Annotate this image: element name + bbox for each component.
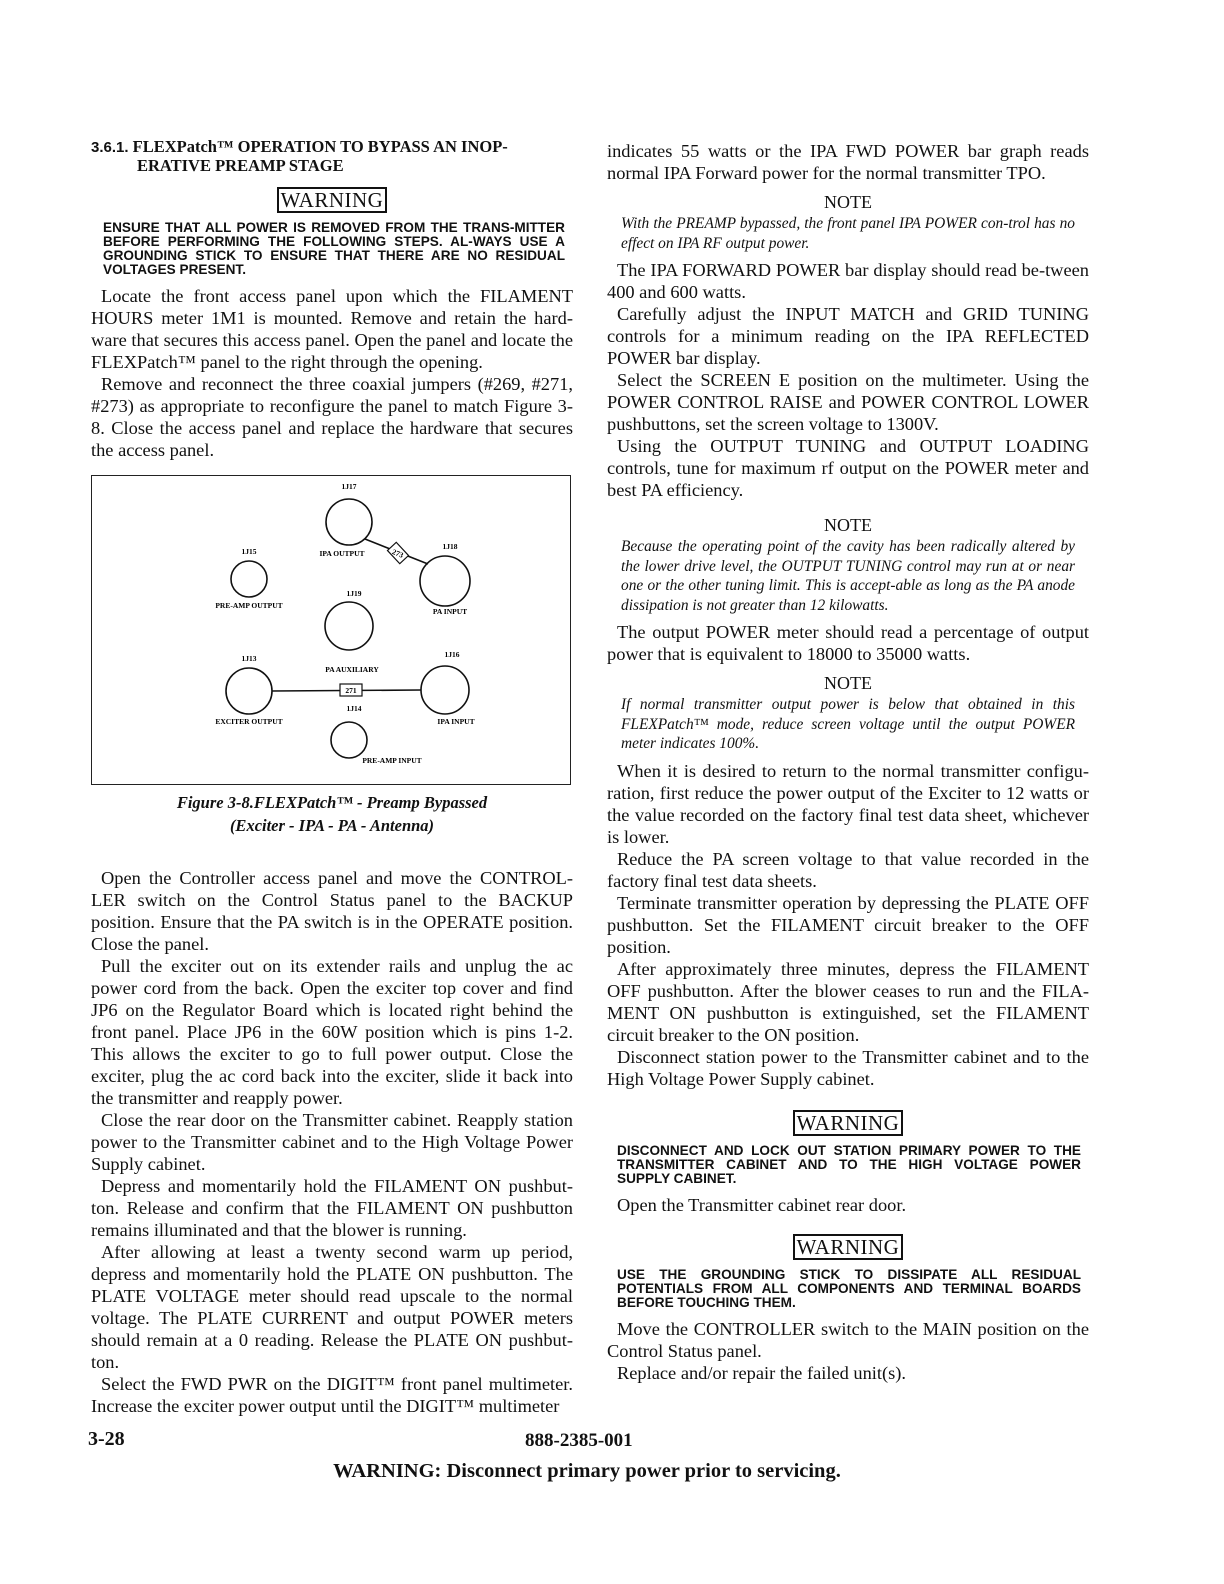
- flexpatch-figure: [91, 475, 571, 785]
- paragraph: indicates 55 watts or the IPA FWD POWER bar graph reads normal IPA Forward power for the normal transmitter TPO.: [607, 141, 1089, 183]
- label-1j18: 1J18: [442, 542, 458, 551]
- label-1j16: 1J16: [444, 650, 460, 659]
- label-exciter-output: EXCITER OUTPUT: [215, 717, 283, 726]
- label-preamp-input: PRE-AMP INPUT: [362, 756, 422, 765]
- paragraph: Remove and reconnect the three coaxial jumpers (#269, #271, #273) as appropriate to reconfigure the panel to match Figure 3-8. Close the access panel and replace the hardware that secures the access panel.: [91, 374, 573, 460]
- paragraph: After approximately three minutes, depress the FILAMENT OFF pushbutton. After the blower ceases to run and the FILA-MENT ON pushbutton is extinguished, set the FILAMENT circuit breaker to the ON position.: [607, 958, 1089, 1045]
- page-number: 3-28: [88, 1428, 125, 1450]
- label-ipa-output: IPA OUTPUT: [319, 549, 365, 558]
- label-1j15: 1J15: [241, 547, 257, 556]
- paragraph: After allowing at least a twenty second warm up period, depress and momentarily hold the PLATE ON pushbutton. The PLATE VOLTAGE meter should read upscale to the normal voltage. The PLATE CURRENT and output POWER meters should remain at a 0 reading. Release the PLATE ON pushbut-ton.: [91, 1242, 573, 1372]
- flexpatch-diagram: [92, 476, 570, 784]
- section-title-line1: FLEXPatch™ OPERATION TO BYPASS AN INOP-: [132, 137, 508, 156]
- document-number: 888-2385-001: [525, 1430, 633, 1451]
- paragraph: Locate the front access panel upon which the FILAMENT HOURS meter 1M1 is mounted. Remove and retain the hard-ware that secures this access panel. Open the panel and locate the FLEXPatch™ panel to the right through the opening.: [91, 286, 573, 372]
- note-text-2: Because the operating point of the cavity has been radically altered by the lower drive level, the OUTPUT TUNING control may run at or near one or the other tuning limit. This is accept-able as long as the PA anode dissipation is not greater than 12 kilowatts.: [621, 538, 1075, 614]
- paragraph: Select the FWD PWR on the DIGIT™ front panel multimeter. Increase the exciter power output until the DIGIT™ multimeter: [91, 1374, 573, 1416]
- footer-warning: WARNING: Disconnect primary power prior to servicing.: [333, 1460, 841, 1482]
- section-title-line2: ERATIVE PREAMP STAGE: [137, 156, 344, 175]
- jumper-273-label: 273: [390, 547, 405, 560]
- paragraph: Move the CONTROLLER switch to the MAIN position on the Control Status panel.: [607, 1318, 1089, 1361]
- paragraph: Replace and/or repair the failed unit(s).: [617, 1362, 907, 1383]
- connector-1j15: [231, 561, 267, 597]
- paragraph: Select the SCREEN E position on the multimeter. Using the POWER CONTROL RAISE and POWER CONTROL LOWER pushbuttons, set the screen voltage to 1300V.: [607, 370, 1089, 434]
- label-1j13: 1J13: [241, 654, 257, 663]
- connector-1j14: [331, 722, 367, 758]
- connector-1j13: [226, 668, 272, 714]
- label-pa-auxiliary: PA AUXILIARY: [325, 665, 379, 674]
- jumper-271-label: 271: [345, 686, 357, 695]
- label-preamp-output: PRE-AMP OUTPUT: [215, 601, 283, 610]
- paragraph: Open the Transmitter cabinet rear door.: [617, 1194, 907, 1215]
- section-heading: [91, 138, 573, 175]
- connector-1j16: [421, 666, 469, 714]
- label-ipa-input: IPA INPUT: [437, 717, 475, 726]
- note-text-1: With the PREAMP bypassed, the front panel IPA POWER con-trol has no effect on IPA RF output power.: [621, 215, 1075, 252]
- warning-text-3: USE THE GROUNDING STICK TO DISSIPATE ALL RESIDUAL POTENTIALS FROM ALL COMPONENTS AND TERMINAL BOARDS BEFORE TOUCHING THEM.: [617, 1266, 1081, 1310]
- paragraph: Close the rear door on the Transmitter cabinet. Reapply station power to the Transmitter cabinet and to the High Voltage Power Supply cabinet.: [91, 1110, 573, 1174]
- label-pa-input: PA INPUT: [432, 607, 468, 616]
- paragraph: When it is desired to return to the normal transmitter configu-ration, first reduce the power output of the Exciter to 12 watts or the value recorded on the factory final test data sheet, whichever is lower.: [607, 760, 1089, 847]
- label-1j14: 1J14: [346, 704, 362, 713]
- paragraph: Pull the exciter out on its extender rails and unplug the ac power cord from the back. Open the exciter top cover and find JP6 on the Regulator Board which is located right behind the front panel. Place JP6 in the 60W position which is pins 1-2. This allows the exciter to go to full power output. Close the exciter, plug the ac cord back into the exciter, slide it back into the transmitter and reapply power.: [91, 956, 573, 1108]
- note-heading: NOTE: [824, 192, 872, 212]
- warning-text-2: DISCONNECT AND LOCK OUT STATION PRIMARY POWER TO THE TRANSMITTER CABINET AND TO THE HIGH VOLTAGE POWER SUPPLY CABINET.: [617, 1142, 1081, 1186]
- note-text-3: If normal transmitter output power is below that obtained in this FLEXPatch™ mode, reduce screen voltage until the output POWER meter indicates 100%.: [621, 696, 1075, 752]
- note-heading: NOTE: [824, 673, 872, 693]
- connector-1j19: [325, 602, 373, 650]
- paragraph: Open the Controller access panel and move the CONTROL-LER switch on the Control Status panel to the BACKUP position. Ensure that the PA switch is in the OPERATE position. Close the panel.: [91, 868, 573, 954]
- connector-1j17: [326, 499, 372, 545]
- label-1j19: 1J19: [346, 589, 362, 598]
- warning-text-1: ENSURE THAT ALL POWER IS REMOVED FROM THE TRANS-MITTER BEFORE PERFORMING THE FOLLOWING STEPS. AL-WAYS USE A GROUNDING STICK TO ENSURE THAT THERE ARE NO RESIDUAL VOLTAGES PRESENT.: [103, 220, 565, 277]
- warning-box-3: [607, 1234, 1089, 1260]
- paragraph: Using the OUTPUT TUNING and OUTPUT LOADING controls, tune for maximum rf output on the POWER meter and best PA efficiency.: [607, 436, 1089, 500]
- paragraph: Carefully adjust the INPUT MATCH and GRID TUNING controls for a minimum reading on the IPA REFLECTED POWER bar display.: [607, 304, 1089, 368]
- paragraph: The output POWER meter should read a percentage of output power that is equivalent to 18000 to 35000 watts.: [607, 622, 1089, 664]
- warning-label: WARNING: [793, 1110, 904, 1136]
- paragraph: Depress and momentarily hold the FILAMENT ON pushbut-ton. Release and confirm that the FILAMENT ON pushbutton remains illuminated and that the blower is running.: [91, 1176, 573, 1240]
- paragraph: Disconnect station power to the Transmitter cabinet and to the High Voltage Power Supply cabinet.: [607, 1046, 1089, 1089]
- left-column: [91, 128, 573, 1417]
- warning-box-1: [91, 187, 573, 213]
- note-heading: NOTE: [824, 515, 872, 535]
- figure-caption-line2: (Exciter - IPA - PA - Antenna): [229, 816, 435, 835]
- warning-box-2: [607, 1110, 1089, 1136]
- right-column: [607, 140, 1089, 1384]
- paragraph: Reduce the PA screen voltage to that value recorded in the factory final test data sheets.: [607, 848, 1089, 891]
- paragraph: Terminate transmitter operation by depressing the PLATE OFF pushbutton. Set the FILAMENT circuit breaker to the OFF position.: [607, 892, 1089, 957]
- section-number: 3.6.1.: [91, 139, 129, 156]
- figure-caption-line1: Figure 3-8.FLEXPatch™ - Preamp Bypassed: [176, 793, 488, 812]
- warning-label: WARNING: [277, 187, 388, 213]
- warning-label: WARNING: [793, 1234, 904, 1260]
- paragraph: The IPA FORWARD POWER bar display should read be-tween 400 and 600 watts.: [607, 260, 1089, 302]
- jumper-273-tag: [385, 540, 412, 565]
- label-1j17: 1J17: [341, 482, 357, 491]
